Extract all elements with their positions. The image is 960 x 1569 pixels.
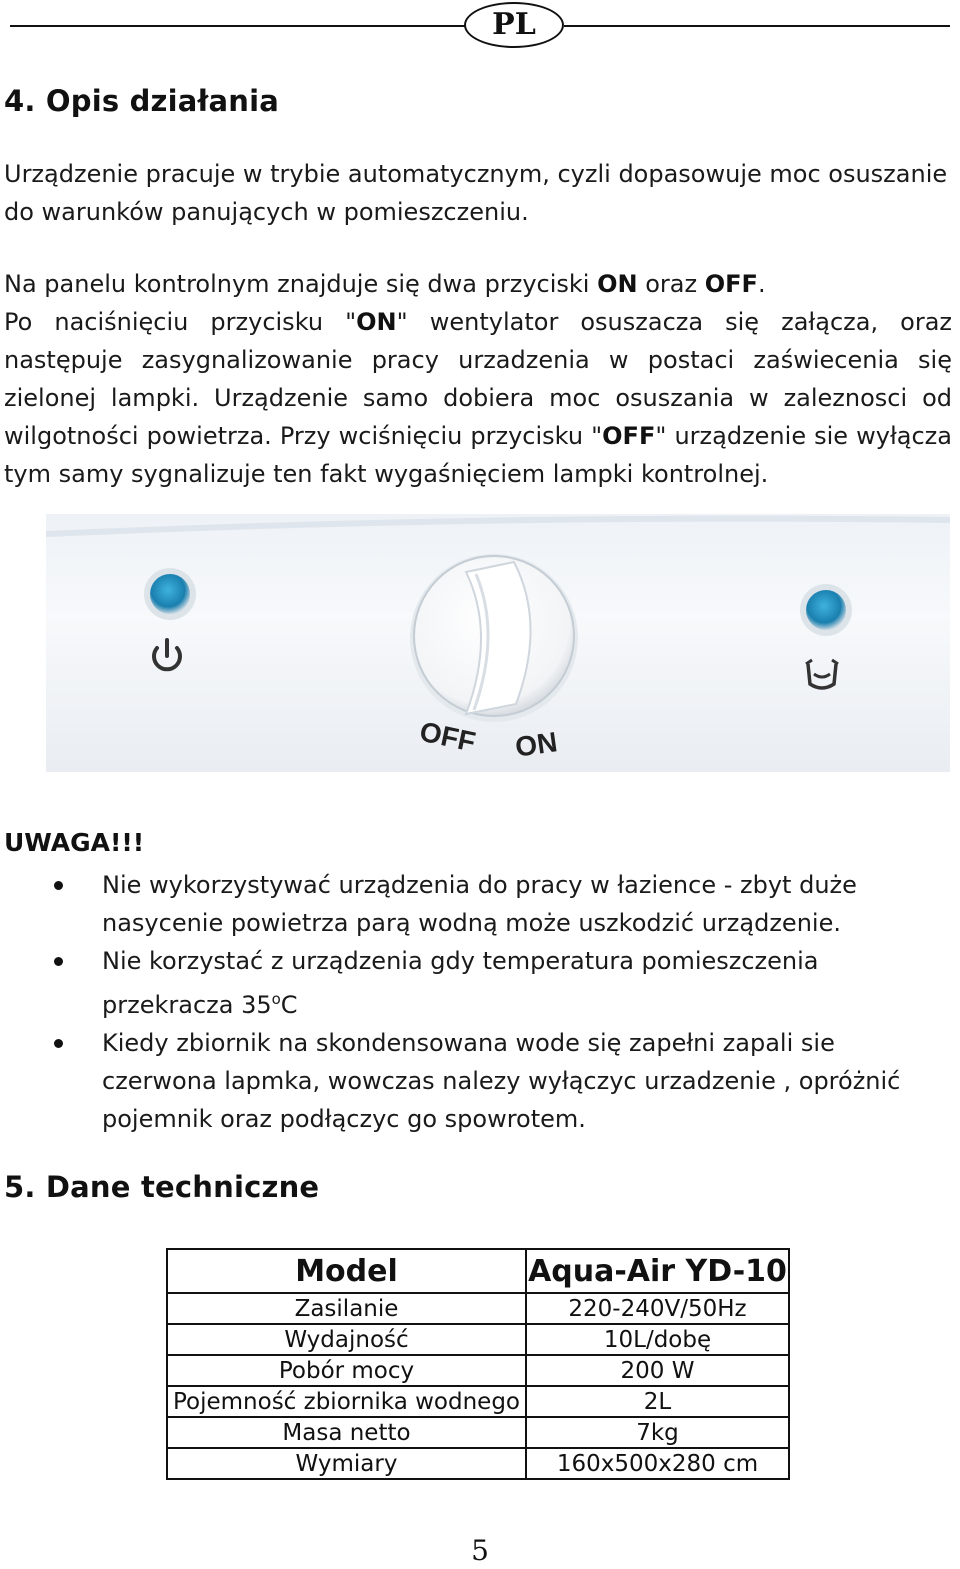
warning-title: UWAGA!!! [4,828,145,857]
table-cell: Wymiary [167,1448,526,1479]
table-cell: Pobór mocy [167,1355,526,1386]
table-cell: 10L/dobę [526,1324,789,1355]
mode-knob[interactable] [410,554,578,722]
table-row [167,1448,789,1479]
off-label: OFF [602,422,656,450]
bullet-icon [54,1039,63,1048]
table-cell: 160x500x280 cm [526,1448,789,1479]
control-panel-illustration [46,514,950,772]
list-item: Nie wykorzystywać urządzenia do pracy w łazience - zbyt duże nasycenie powietrza parą wodną może uszkodzić urządzenie. [50,866,950,942]
language-badge: PL [464,2,564,48]
bullet-icon [54,881,63,890]
table-header-cell: Aqua-Air YD-10 [526,1249,789,1293]
on-label: ON [356,308,397,336]
section-4-title: 4. Opis działania [4,84,280,118]
section-4-paragraph-2: Na panelu kontrolnym znajduje się dwa przyciski ON oraz OFF. Po naciśnięciu przycisku "ON" wentylator osuszacza się załącza, oraz następuje zasygnalizowanie pracy urzadzenia w postaci zaświecenia się zielonej lampki. Urządzenie samo dobiera moc osuszania w zaleznosci od wilgotności powietrza. Przy wciśnięciu przycisku "OFF" urządzenie sie wyłącza tym samy sygnalizuje ten fakt wygaśnięciem lampki kontrolnej. [4,270,952,488]
list-item: Nie korzystać z urządzenia gdy temperatura pomieszczenia przekracza 35$^o$C [50,942,950,1024]
table-cell: Zasilanie [167,1293,526,1324]
water-tank-icon [806,660,838,688]
table-cell: 2L [526,1386,789,1417]
table-row [167,1386,789,1417]
table-cell: 220-240V/50Hz [526,1293,789,1324]
header-rule-left [10,25,466,27]
table-header-cell: Model [167,1249,526,1293]
table-row [167,1355,789,1386]
table-row [167,1293,789,1324]
bullet-icon [54,957,63,966]
power-led [144,568,196,620]
warning-list [50,866,950,1138]
knob-on-label: ON [513,726,560,763]
table-cell: 200 W [526,1355,789,1386]
table-row [167,1324,789,1355]
power-icon [154,640,180,669]
table-cell: Masa netto [167,1417,526,1448]
table-header-row [167,1249,789,1293]
control-panel-photo [46,514,950,772]
knob-off-label: OFF [416,715,479,758]
header-rule-right [564,25,950,27]
on-label: ON [597,270,638,298]
section-4-paragraph-1: Urządzenie pracuje w trybie automatycznym, cyzli dopasowuje moc osuszanie do warunków panujących w pomieszczeniu. [4,160,948,226]
specs-table [166,1248,790,1480]
list-item: Kiedy zbiornik na skondensowana wode się zapełni zapali sie czerwona lapmka, wowczas nalezy wyłączyc urzadzenie , opróżnić pojemnik oraz podłączyc go spowrotem. [50,1024,950,1138]
table-cell: 7kg [526,1417,789,1448]
page-number: 5 [471,1534,489,1567]
table-cell: Pojemność zbiornika wodnego [167,1386,526,1417]
tank-led [800,584,852,636]
off-label: OFF [704,270,758,298]
table-row [167,1417,789,1448]
table-cell: Wydajność [167,1324,526,1355]
section-5-title: 5. Dane techniczne [4,1170,320,1204]
